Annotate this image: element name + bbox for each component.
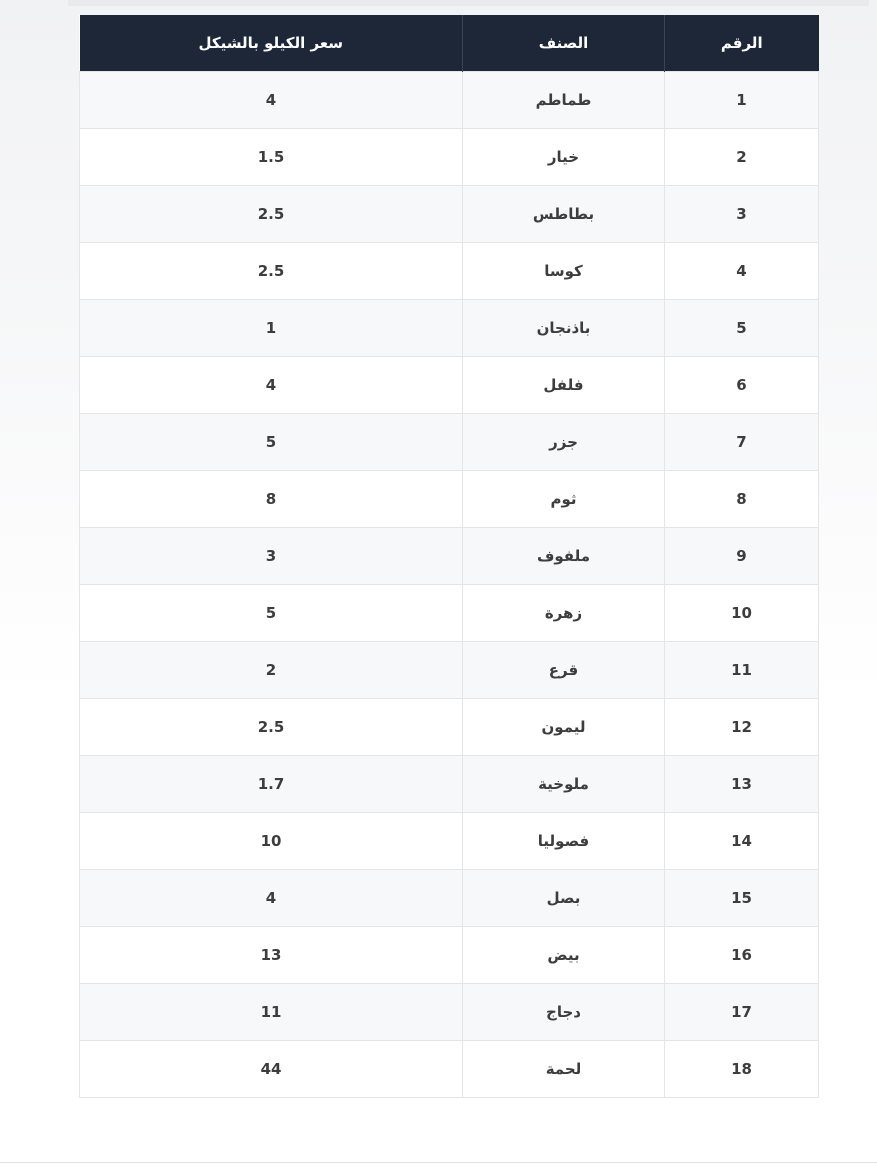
table-header [80, 15, 819, 72]
bottom-divider [0, 1162, 877, 1163]
row-item-cell: خيار [463, 129, 665, 186]
row-item-cell: ليمون [463, 699, 665, 756]
row-price-cell: 2 [80, 642, 463, 699]
table-row [80, 129, 819, 186]
table-row [80, 414, 819, 471]
row-number-cell: 5 [665, 300, 819, 357]
table-row [80, 243, 819, 300]
table-row [80, 357, 819, 414]
header-item: الصنف [463, 15, 665, 72]
row-price-cell: 11 [80, 984, 463, 1041]
table-body [80, 72, 819, 1098]
row-item-cell: زهرة [463, 585, 665, 642]
row-number-cell: 8 [665, 471, 819, 528]
table-row [80, 984, 819, 1041]
table-row [80, 642, 819, 699]
table-row [80, 186, 819, 243]
row-number-cell: 11 [665, 642, 819, 699]
row-price-cell: 4 [80, 72, 463, 129]
row-number-cell: 13 [665, 756, 819, 813]
row-item-cell: ثوم [463, 471, 665, 528]
row-item-cell: فصوليا [463, 813, 665, 870]
row-price-cell: 2.5 [80, 186, 463, 243]
row-price-cell: 1.7 [80, 756, 463, 813]
row-price-cell: 3 [80, 528, 463, 585]
row-number-cell: 18 [665, 1041, 819, 1098]
row-price-cell: 1.5 [80, 129, 463, 186]
row-number-cell: 17 [665, 984, 819, 1041]
row-price-cell: 2.5 [80, 699, 463, 756]
row-price-cell: 8 [80, 471, 463, 528]
header-number: الرقم [665, 15, 819, 72]
table-row [80, 699, 819, 756]
row-number-cell: 16 [665, 927, 819, 984]
row-number-cell: 1 [665, 72, 819, 129]
row-item-cell: طماطم [463, 72, 665, 129]
row-item-cell: لحمة [463, 1041, 665, 1098]
header-price: سعر الكيلو بالشيكل [80, 15, 463, 72]
table-row [80, 300, 819, 357]
row-price-cell: 44 [80, 1041, 463, 1098]
row-item-cell: بيض [463, 927, 665, 984]
row-number-cell: 15 [665, 870, 819, 927]
row-item-cell: ملفوف [463, 528, 665, 585]
row-number-cell: 10 [665, 585, 819, 642]
row-number-cell: 2 [665, 129, 819, 186]
row-item-cell: فلفل [463, 357, 665, 414]
row-price-cell: 2.5 [80, 243, 463, 300]
row-price-cell: 4 [80, 357, 463, 414]
row-price-cell: 5 [80, 414, 463, 471]
table-row [80, 471, 819, 528]
row-number-cell: 12 [665, 699, 819, 756]
row-number-cell: 7 [665, 414, 819, 471]
table-row [80, 870, 819, 927]
row-item-cell: ملوخية [463, 756, 665, 813]
row-item-cell: دجاج [463, 984, 665, 1041]
row-item-cell: جزر [463, 414, 665, 471]
row-number-cell: 4 [665, 243, 819, 300]
table-row [80, 72, 819, 129]
price-table [79, 15, 819, 1098]
table-row [80, 528, 819, 585]
top-strip [68, 0, 869, 6]
row-number-cell: 6 [665, 357, 819, 414]
header-row [80, 15, 819, 72]
table-row [80, 927, 819, 984]
row-item-cell: كوسا [463, 243, 665, 300]
row-number-cell: 9 [665, 528, 819, 585]
row-item-cell: باذنجان [463, 300, 665, 357]
row-price-cell: 5 [80, 585, 463, 642]
row-price-cell: 10 [80, 813, 463, 870]
row-item-cell: قرع [463, 642, 665, 699]
table-row [80, 813, 819, 870]
row-price-cell: 1 [80, 300, 463, 357]
row-item-cell: بطاطس [463, 186, 665, 243]
table-row [80, 1041, 819, 1098]
table-row [80, 756, 819, 813]
table-row [80, 585, 819, 642]
row-number-cell: 14 [665, 813, 819, 870]
row-item-cell: بصل [463, 870, 665, 927]
row-price-cell: 13 [80, 927, 463, 984]
row-price-cell: 4 [80, 870, 463, 927]
row-number-cell: 3 [665, 186, 819, 243]
